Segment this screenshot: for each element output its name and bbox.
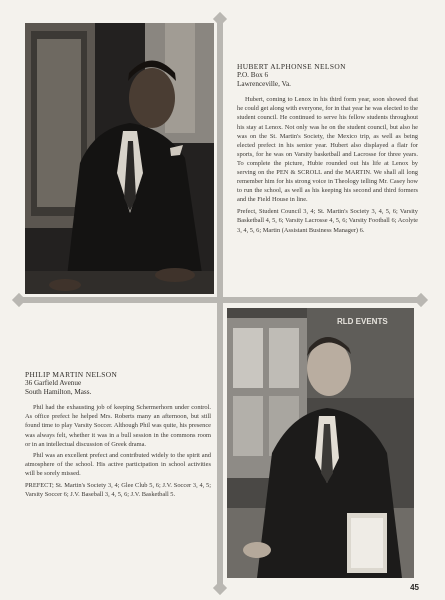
address-line: South Hamilton, Mass. (25, 388, 92, 397)
divider-ornament (213, 12, 227, 26)
address-line: P.O. Box 6 (237, 71, 269, 80)
sign-text: RLD EVENTS (337, 317, 388, 326)
page-number: 45 (410, 583, 419, 592)
portrait-illustration (25, 23, 214, 294)
portrait-photo-philip (227, 308, 414, 578)
divider-ornament (414, 293, 428, 307)
biography-entry-hubert (237, 62, 418, 235)
biography-paragraph: Phil had the exhausting job of keeping Schermerhorn under control. As office prefect he helped Mrs. Roberts many an afternoon, but still found time to play Varsity Soccer. Although Phil was quite, his presence was always felt, whether it was in a bull session in the commons room or in an intellectual discussion of Greek drama. (25, 404, 211, 448)
address-line: Lawrenceville, Va. (237, 80, 291, 89)
biography-entry-philip (25, 370, 211, 499)
biography-paragraph: Phil was an excellent prefect and contributed widely to the spirit and atmosphere of the school. His active participation in school activities will be sorely missed. (25, 451, 211, 477)
vertical-divider (217, 20, 223, 588)
activities-list: Prefect, Student Council 3, 4; St. Martin's Society 3, 4, 5, 6; Varsity Basketball 4, 5, 6; Varsity Lacrosse 4, 5, 6; Varsity Football 6; Acolyte 3, 4, 5, 6; Martin (Assistant Business Manager) 6. (237, 208, 418, 234)
student-name: PHILIP MARTIN NELSON (25, 370, 118, 379)
portrait-illustration (227, 308, 414, 578)
address-line: 36 Garfield Avenue (25, 379, 82, 388)
divider-ornament (213, 581, 227, 595)
biography-paragraph: Hubert, coming to Lenox in his third form year, soon showed that he could get along with everyone, for in that year he was elected to the student council. He continued to serve his fellow students throughout his stay at Lenox. Not only was he on the student council, but also he was on the St. Martin's Society, the Mexico trip, as well as being elected prefect in his senior year. Hubert also displayed a flair for sports, for he was on Varsity basketball and Lacrosse for three years. To complete the picture, Hubie rounded out his life at Lenox by serving on the PEN & SCROLL and the MARTIN. We shall all long remember him for his strong voice in Theology telling Mr. Casey how to run the school, as well as his keeping his second and third formers and the Field House in line. (237, 96, 418, 204)
divider-ornament (12, 293, 26, 307)
horizontal-divider (20, 297, 420, 303)
portrait-photo-hubert (25, 23, 214, 294)
student-name: HUBERT ALPHONSE NELSON (237, 62, 346, 71)
activities-list: PREFECT; St. Martin's Society 3, 4; Glee Club 5, 6; J.V. Soccer 3, 4, 5; Varsity Soccer 6; J.V. Baseball 3, 4, 5, 6; J.V. Basketball 5. (25, 482, 211, 499)
